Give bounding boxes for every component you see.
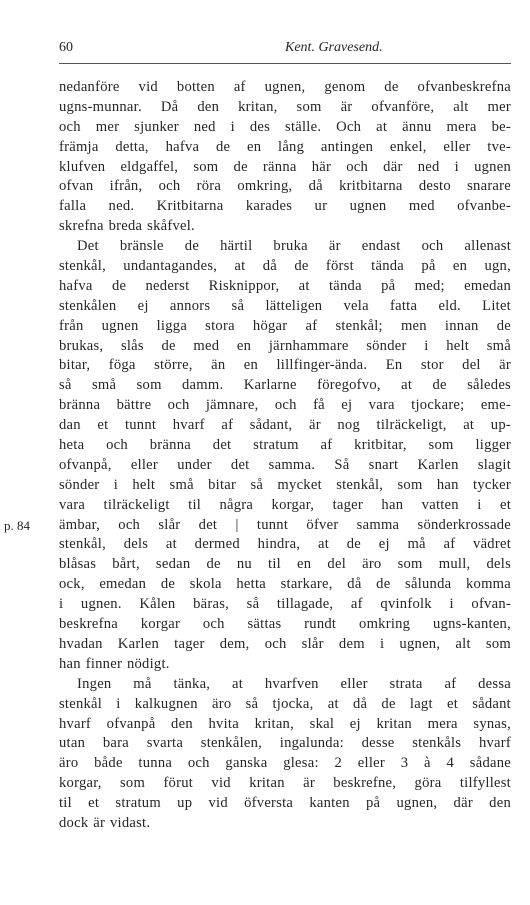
header-rule (59, 63, 511, 64)
text-line: stenkål, dels at dermed hindra, at de ej må af vädret (59, 536, 511, 553)
text-line: ofvan ifrån, och röra omkring, då kritbitarna desto snarare (59, 178, 511, 195)
text-line: han finner nödigt. (59, 655, 170, 672)
page-header (59, 40, 511, 60)
text-line: och mer sjunker ned i des ställe. Och at ännu mera be- (59, 118, 511, 135)
text-line: brukas, slås de med en järnhammare sönder i helt små (59, 337, 511, 354)
text-line: stenkål, undantagandes, at då de först tända på en ugn, (59, 258, 511, 275)
text-line: hvadan Karlen tager dem, och slår dem i ugnen, alt som (59, 635, 511, 652)
text-line: beskrefna korgar och sättas rundt omkring ugns-kanten, (59, 616, 511, 633)
text-line: stenkål i kalkugnen äro så tjocka, at då de lagt et sådant (59, 695, 511, 712)
text-line: heta och bränna det stratum af kritbitar, som ligger (59, 437, 511, 454)
text-line: blåsas bårt, sedan de nu til en del äro som mull, dels (59, 556, 511, 573)
text-line: äro både tunna och ganska glesa: 2 eller 3 à 4 sådane (59, 755, 511, 772)
text-line: til et stratum up vid öfversta kanten på ugnen, där den (59, 795, 511, 812)
margin-page-reference: p. 84 (4, 517, 30, 533)
text-line: dan et tunnt hvarf af sådant, är nog tilräckeligt, at up- (59, 417, 511, 434)
text-line: främja detta, hafva de en lång antingen enkel, eller tve- (59, 138, 511, 155)
text-line: ock, emedan de skola hetta starkare, då de sålunda komma (59, 576, 511, 593)
text-line: utan bara svarta stenkålen, ingalunda: desse stenkåls hvarf (59, 735, 511, 752)
text-line: hvarf ofvanpå den hvita kritan, skal ej kritan mera synas, (59, 715, 511, 732)
text-line: Det bränsle de härtil bruka är endast och allenast (77, 238, 511, 255)
text-line: i ugnen. Kålen bäras, så tillagade, af qvinfolk i ofvan- (59, 596, 511, 613)
text-line: hafva de nederst Risknippor, at tända på med; emedan (59, 277, 511, 294)
text-line: klufven eldgaffel, som de ränna här och där ned i ugnen (59, 158, 511, 175)
text-line: stenkålen ej annors så lätteligen vela fatta eld. Litet (59, 297, 511, 314)
text-line: skrefna breda skåfvel. (59, 218, 195, 235)
text-line: korgar, som förut vid kritan är beskrefne, göra tilfyllest (59, 775, 511, 792)
running-title: Kent. Gravesend. (285, 40, 383, 55)
text-line: ofvanpå, eller under det samma. Så snart Karlen slagit (59, 456, 511, 473)
text-line: ugns-munnar. Då den kritan, som är ofvanföre, alt mer (59, 98, 511, 115)
text-line: bränna bättre och jämnare, och få ej vara tjockare; eme- (59, 397, 511, 414)
page-number: 60 (59, 40, 73, 55)
text-line: Ingen må tänka, at hvarfven eller strata af dessa (77, 675, 511, 692)
text-line: nedanföre vid botten af ugnen, genom de ofvanbeskrefna (59, 79, 511, 95)
text-line: så små som damm. Karlarne föregofvo, at de således (59, 377, 511, 394)
text-line: dock är vidast. (59, 814, 151, 831)
text-line: bitar, föga större, än en lillfinger-ända. En stor del är (59, 357, 511, 374)
text-line: sönder i helt små bitar så mycket stenkål, som han tycker (59, 476, 511, 493)
text-line: falla ned. Kritbitarna karades ur ugnen med ofvanbe- (59, 198, 511, 215)
text-line: från ugnen ligga stora högar af stenkål; men innan de (59, 317, 511, 334)
text-line: vara tilräckeligt til några korgar, tager han vatten i et (59, 496, 511, 513)
text-line: ämbar, och slår det | tunnt öfver samma sönderkrossade (59, 516, 511, 533)
body-text (59, 78, 511, 834)
